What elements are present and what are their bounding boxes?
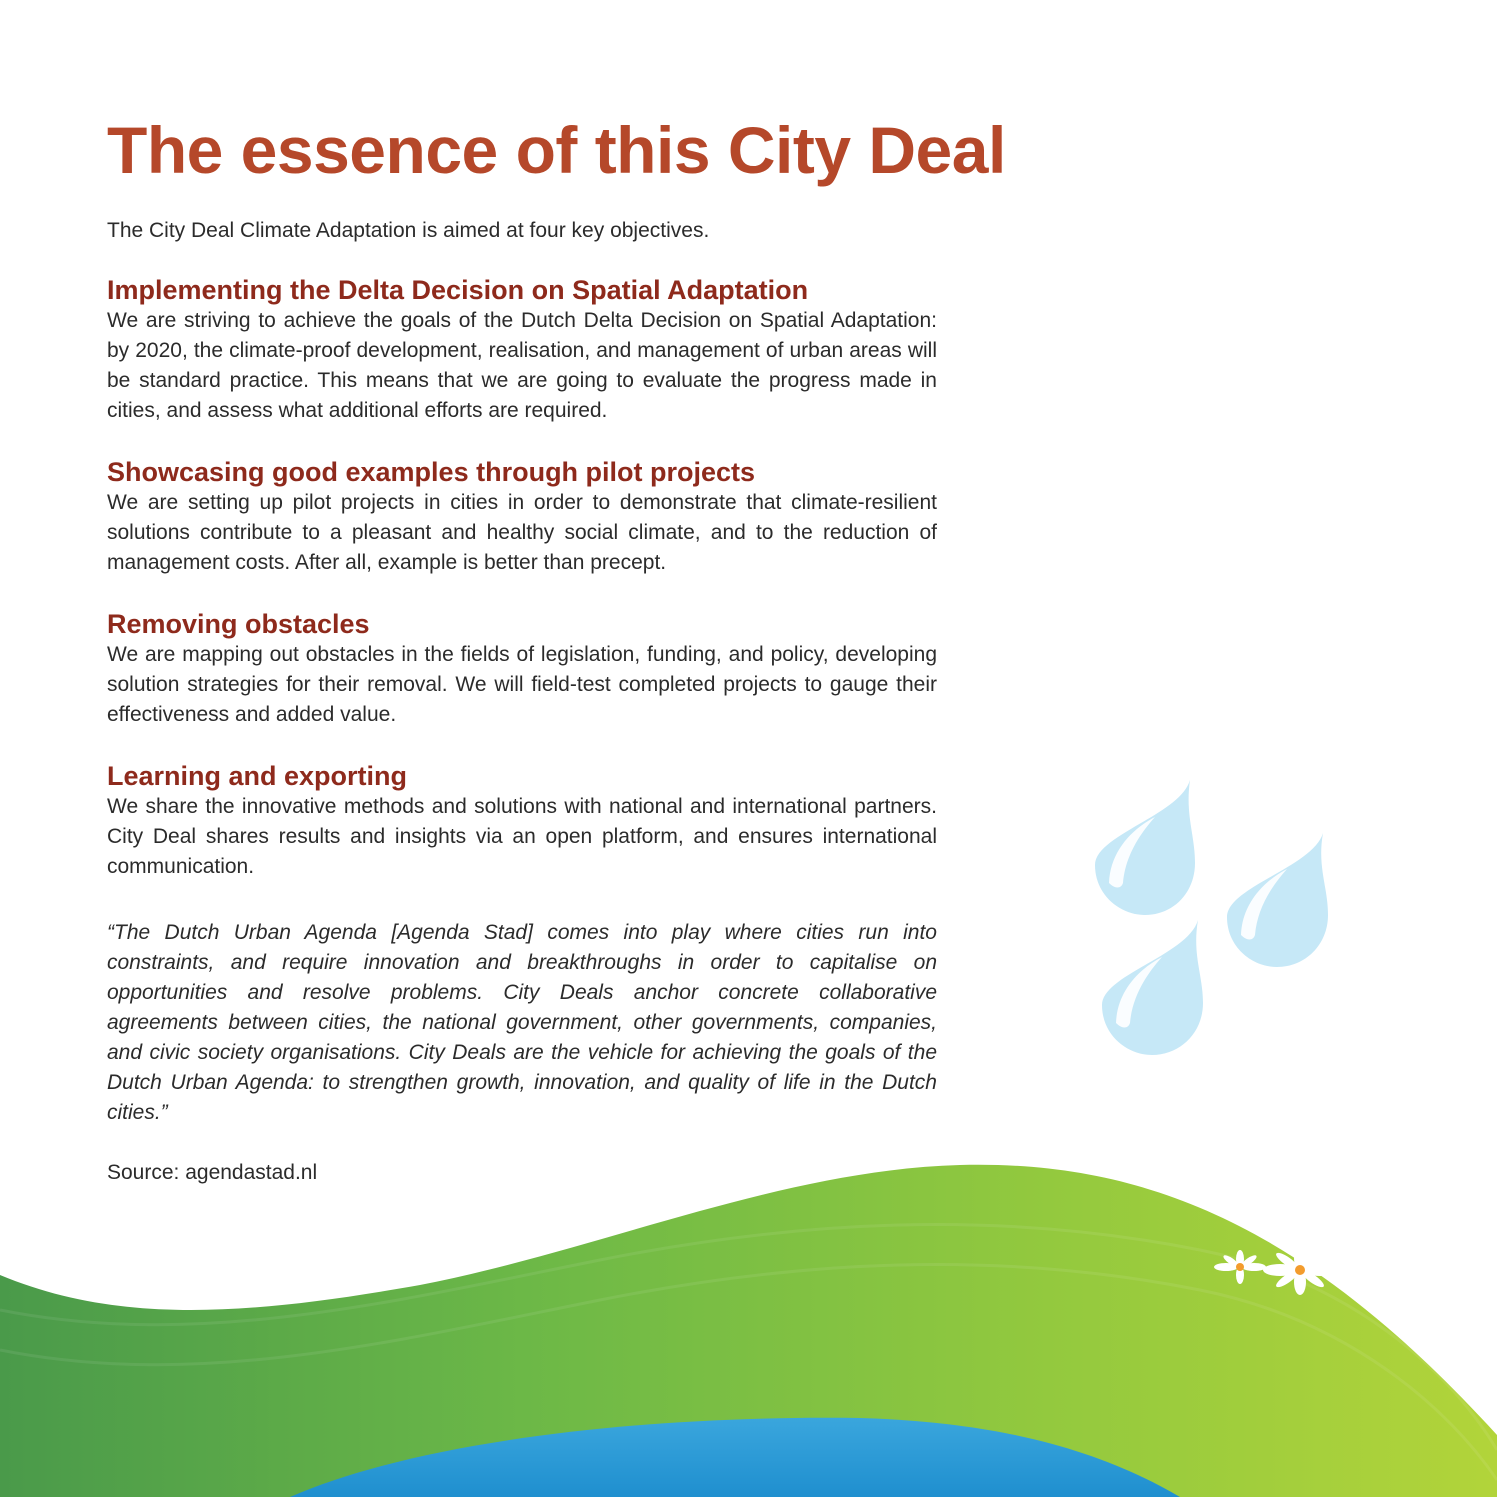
intro-text: The City Deal Climate Adaptation is aimed at four key objectives. bbox=[107, 219, 710, 242]
water-drops-illustration bbox=[1085, 775, 1345, 1065]
green-hills-landscape bbox=[0, 1150, 1497, 1497]
objective-body: We are mapping out obstacles in the fields of legislation, funding, and policy, developing solution strategies for their removal. We will field-test completed projects to gauge their effectiveness and added value. bbox=[107, 643, 937, 726]
objective-heading: Learning and exporting bbox=[107, 761, 408, 791]
page-title: The essence of this City Deal bbox=[107, 113, 1006, 187]
objective-body: We are setting up pilot projects in cities in order to demonstrate that climate-resilient solutions contribute to a pleasant and healthy social climate, and to the reduction of management costs. After all, example is better than precept. bbox=[107, 491, 937, 574]
objective-heading: Showcasing good examples through pilot projects bbox=[107, 457, 756, 487]
objective-section bbox=[107, 274, 937, 426]
objective-section bbox=[107, 456, 937, 578]
objective-heading: Removing obstacles bbox=[107, 609, 370, 639]
water-drop-icon bbox=[1227, 833, 1328, 967]
water-drop-icon bbox=[1095, 780, 1195, 915]
main-content bbox=[107, 110, 1006, 1188]
water-drop-icon bbox=[1102, 920, 1203, 1055]
objective-body: We share the innovative methods and solutions with national and international partners. City Deal shares results and insights via an open platform, and ensures international communication. bbox=[107, 795, 937, 878]
objective-heading: Implementing the Delta Decision on Spatial Adaptation bbox=[107, 275, 809, 305]
objective-section bbox=[107, 760, 937, 882]
objective-section bbox=[107, 608, 937, 730]
urban-agenda-quote: “The Dutch Urban Agenda [Agenda Stad] comes into play where cities run into constraints, and require innovation and breakthroughs in order to capitalise on opportunities and resolve problems. City Deals anchor concrete collaborative agreements between cities, the national government, other governments, companies, and civic society organisations. City Deals are the vehicle for achieving the goals of the Dutch Urban Agenda: to strengthen growth, innovation, and quality of life in the Dutch cities.” bbox=[107, 921, 937, 1124]
quote-source: Source: agendastad.nl bbox=[107, 1161, 318, 1184]
objective-body: We are striving to achieve the goals of the Dutch Delta Decision on Spatial Adaptation: by 2020, the climate-proof development, realisation, and management of urban areas will be standard practice. This means that we are going to evaluate the progress made in cities, and assess what additional efforts are required. bbox=[107, 309, 937, 422]
